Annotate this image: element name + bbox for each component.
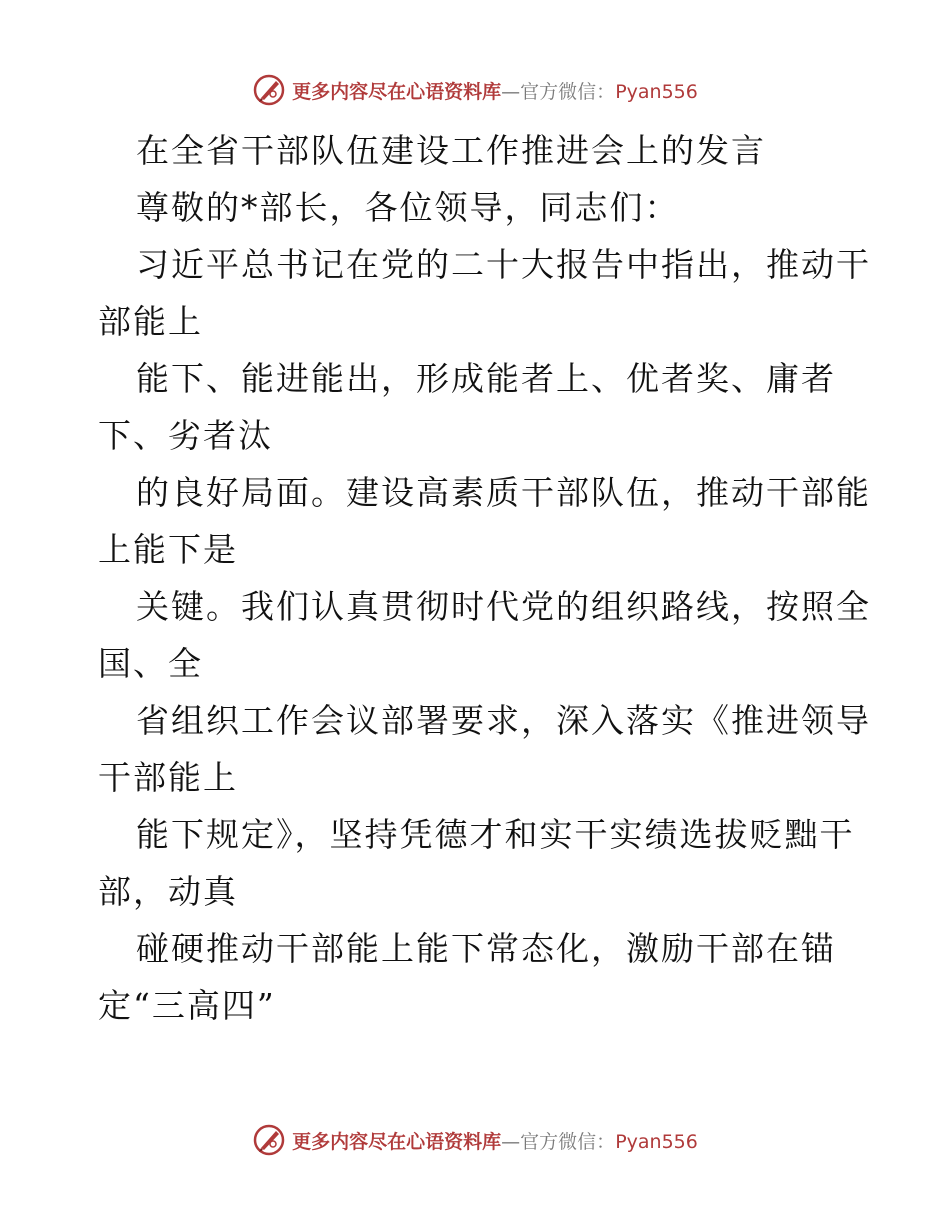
quill-logo-icon (252, 73, 286, 107)
text-line: 下、劣者汰 (98, 416, 273, 455)
watermark-text (292, 77, 698, 104)
watermark-handle: Pyan556 (615, 1130, 698, 1153)
text-line: 关键。我们认真贯彻时代党的组织路线，按照全 (136, 587, 871, 626)
document-body (98, 122, 871, 1034)
text-line: 部，动真 (98, 872, 238, 911)
text-line: 习近平总书记在党的二十大报告中指出，推动干 (136, 245, 871, 284)
watermark-text (292, 1127, 698, 1154)
watermark-dash: — (501, 1130, 521, 1153)
text-line: 干部能上 (98, 758, 238, 797)
watermark-banner-top (0, 68, 950, 112)
text-line: 上能下是 (98, 530, 238, 569)
watermark-banner-bottom (0, 1118, 950, 1162)
watermark-dash: — (501, 80, 521, 103)
text-line: 部能上 (98, 302, 203, 341)
text-line: 国、全 (98, 644, 203, 683)
watermark-site-text: 更多内容尽在心语资料库 (292, 1130, 502, 1153)
document-title: 在全省干部队伍建设工作推进会上的发言 (136, 131, 766, 170)
text-line: 定“三高四” (98, 986, 276, 1025)
watermark-handle: Pyan556 (615, 80, 698, 103)
text-line: 省组织工作会议部署要求，深入落实《推进领导 (136, 701, 871, 740)
watermark-site-text: 更多内容尽在心语资料库 (292, 80, 502, 103)
watermark-official-label: 官方微信： (520, 1130, 616, 1153)
watermark-official-label: 官方微信： (520, 80, 616, 103)
text-line: 能下规定》，坚持凭德才和实干实绩选拔贬黜干 (136, 815, 855, 854)
text-line: 的良好局面。建设高素质干部队伍，推动干部能 (136, 473, 871, 512)
text-line: 能下、能进能出，形成能者上、优者奖、庸者 (136, 359, 836, 398)
quill-logo-icon (252, 1123, 286, 1157)
salutation: 尊敬的*部长，各位领导，同志们： (136, 188, 680, 227)
text-line: 碰硬推动干部能上能下常态化，激励干部在锚 (136, 929, 836, 968)
